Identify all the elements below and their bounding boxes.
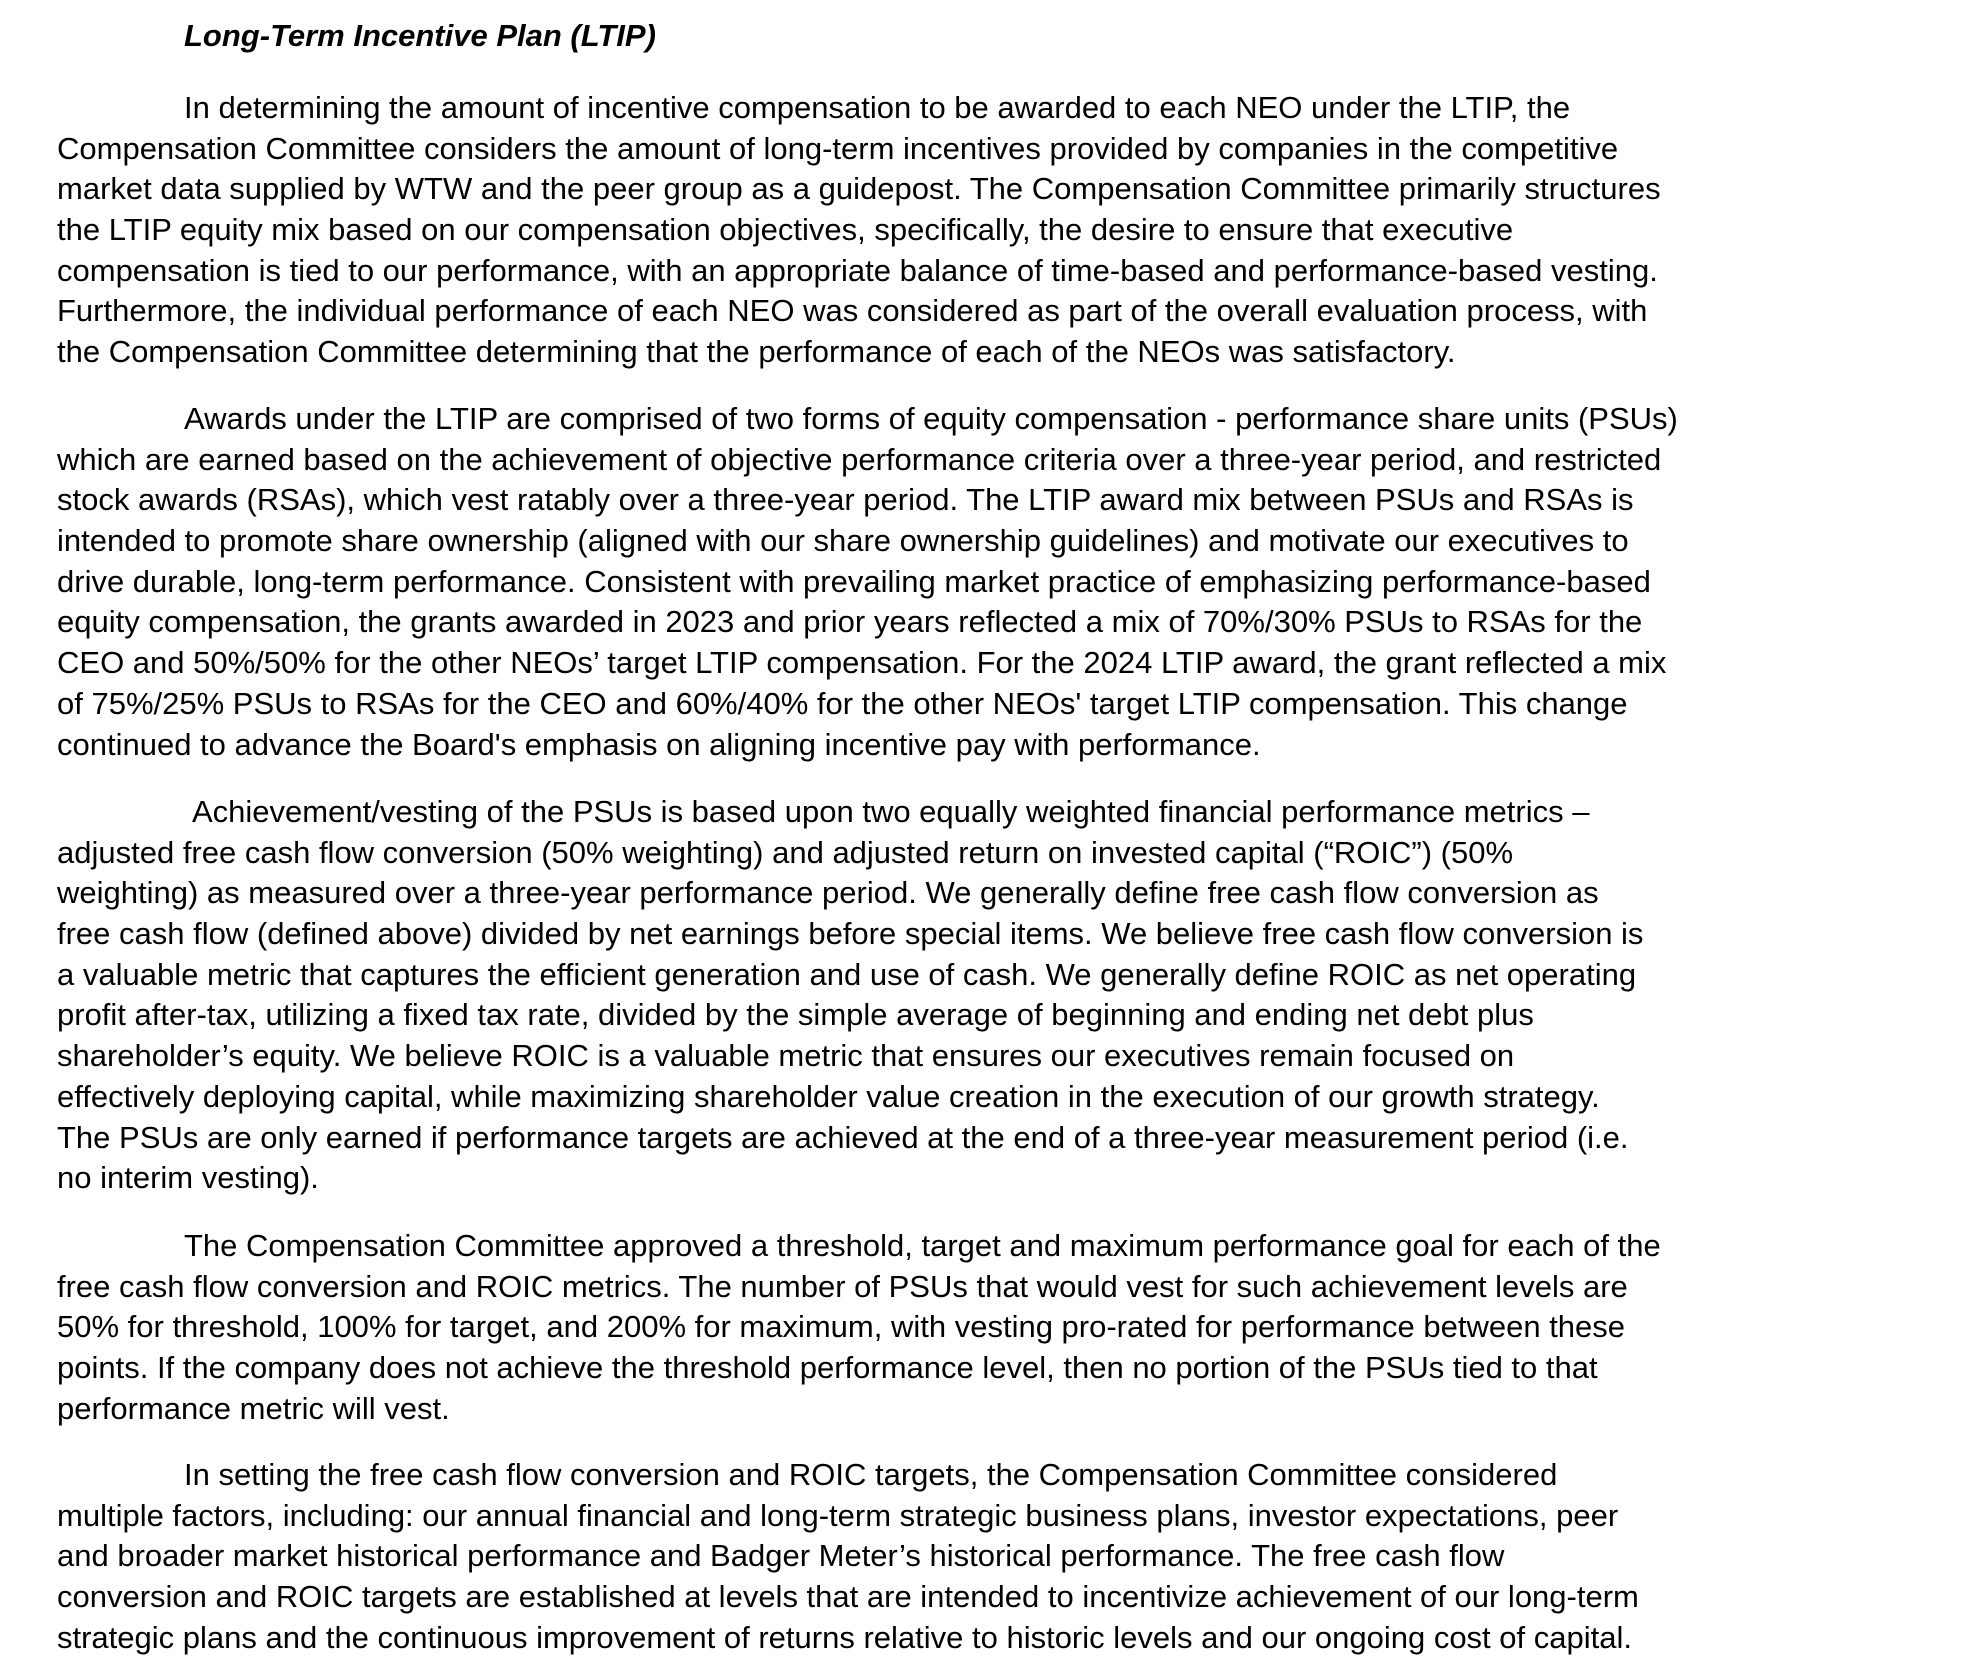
paragraph-line: free cash flow (defined above) divided by net earnings before special items. We believe free cash flow conversion is (57, 916, 1644, 952)
paragraph-line: a valuable metric that captures the efficient generation and use of cash. We generally define ROIC as net operating (57, 956, 1637, 992)
paragraph-line: shareholder’s equity. We believe ROIC is a valuable metric that ensures our executives remain focused on (57, 1038, 1515, 1074)
paragraph-line: multiple factors, including: our annual financial and long-term strategic business plans, investor expectations, peer (57, 1497, 1619, 1533)
paragraph-line: intended to promote share ownership (aligned with our share ownership guidelines) and motivate our executives to (57, 523, 1629, 559)
paragraph-line: performance metric will vest. (57, 1390, 450, 1426)
paragraph-2 (57, 399, 1678, 765)
paragraph-line: compensation is tied to our performance, with an appropriate balance of time-based and performance-based vesting. (57, 252, 1658, 288)
paragraph-line: Achievement/vesting of the PSUs is based upon two equally weighted financial performance metrics – (192, 794, 1590, 829)
paragraph-line: Furthermore, the individual performance of each NEO was considered as part of the overall evaluation process, with (57, 293, 1648, 329)
paragraph-line: In determining the amount of incentive compensation to be awarded to each NEO under the LTIP, the (184, 90, 1571, 125)
paragraph-line: and broader market historical performance and Badger Meter’s historical performance. The free cash flow (57, 1538, 1505, 1574)
paragraph-line: profit after-tax, utilizing a fixed tax rate, divided by the simple average of beginning and ending net debt plus (57, 997, 1534, 1033)
paragraph-line: points. If the company does not achieve the threshold performance level, then no portion of the PSUs tied to that (57, 1350, 1598, 1386)
paragraph-line: continued to advance the Board's emphasis on aligning incentive pay with performance. (57, 726, 1261, 762)
paragraph-line: market data supplied by WTW and the peer group as a guidepost. The Compensation Committee primarily structures (57, 171, 1661, 207)
paragraph-line: equity compensation, the grants awarded in 2023 and prior years reflected a mix of 70%/30% PSUs to RSAs for the (57, 604, 1643, 640)
section-heading: Long-Term Incentive Plan (LTIP) (184, 18, 656, 53)
paragraph-line: The Compensation Committee approved a threshold, target and maximum performance goal for each of the (184, 1228, 1661, 1263)
paragraph-line: conversion and ROIC targets are established at levels that are intended to incentivize achievement of our long-term (57, 1579, 1639, 1615)
paragraph-line: CEO and 50%/50% for the other NEOs’ target LTIP compensation. For the 2024 LTIP award, the grant reflected a mix (57, 645, 1667, 681)
paragraph-line: the Compensation Committee determining that the performance of each of the NEOs was satisfactory. (57, 334, 1456, 370)
paragraph-line: strategic plans and the continuous improvement of returns relative to historic levels and our ongoing cost of capital. (57, 1619, 1632, 1655)
paragraph-5 (57, 1455, 1639, 1658)
paragraph-4 (57, 1226, 1661, 1429)
paragraph-line: drive durable, long-term performance. Consistent with prevailing market practice of emphasizing performance-based (57, 563, 1651, 599)
paragraph-line: The PSUs are only earned if performance targets are achieved at the end of a three-year measurement period (i.e. (57, 1119, 1629, 1155)
paragraph-line: which are earned based on the achievement of objective performance criteria over a three-year period, and restricted (57, 441, 1662, 477)
paragraph-line: In setting the free cash flow conversion and ROIC targets, the Compensation Committee considered (184, 1457, 1558, 1492)
paragraph-line: the LTIP equity mix based on our compensation objectives, specifically, the desire to ensure that executive (57, 212, 1514, 248)
paragraph-line: no interim vesting). (57, 1160, 319, 1196)
paragraph-line: of 75%/25% PSUs to RSAs for the CEO and 60%/40% for the other NEOs' target LTIP compensation. This change (57, 685, 1628, 721)
paragraph-line: weighting) as measured over a three-year performance period. We generally define free cash flow conversion as (57, 875, 1599, 911)
paragraph-line: 50% for threshold, 100% for target, and 200% for maximum, with vesting pro-rated for performance between these (57, 1309, 1626, 1345)
paragraph-line: free cash flow conversion and ROIC metrics. The number of PSUs that would vest for such achievement levels are (57, 1268, 1628, 1304)
paragraph-line: adjusted free cash flow conversion (50% weighting) and adjusted return on invested capital (“ROIC”) (50% (57, 834, 1514, 870)
paragraph-line: effectively deploying capital, while maximizing shareholder value creation in the execution of our growth strategy. (57, 1078, 1600, 1114)
paragraph-line: stock awards (RSAs), which vest ratably over a three-year period. The LTIP award mix between PSUs and RSAs is (57, 482, 1634, 518)
paragraph-line: Awards under the LTIP are comprised of two forms of equity compensation - performance share units (PSUs) (184, 401, 1678, 436)
paragraph-1 (57, 88, 1661, 373)
paragraph-line: Compensation Committee considers the amount of long-term incentives provided by companies in the competitive (57, 130, 1619, 166)
paragraph-3 (57, 792, 1643, 1199)
